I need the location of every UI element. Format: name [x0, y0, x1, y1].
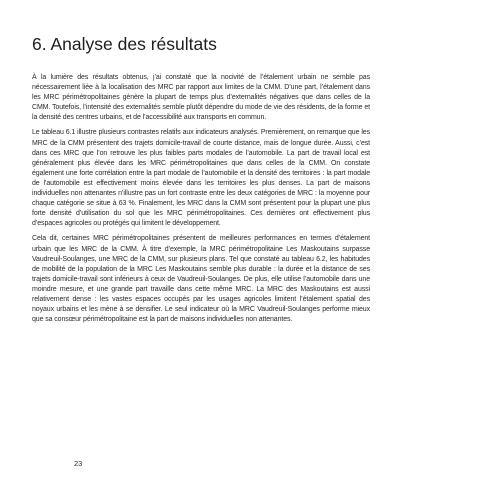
paragraph-3: Cela dit, certaines MRC périmétropolitaines présentent de meilleures performances en termes d’étalement urbain que les MRC de la CMM. À titre d’exemple, la MRC périmétropolitaine Les Maskoutains surpasse Vaudreuil-Soulanges, une MRC de la CMM, sur plusieurs plans. Tel que constaté au tableau 6.2, les habitudes de mobilité de la population de la MRC Les Maskoutains semble plus durable : la durée et la distance de ses trajets domicile-travail sont inférieurs à ceux de Vaudreuil-Soulanges. De plus, elle utilise l’automobile dans une moindre mesure, et une grande part travaille dans cette même MRC. La MRC des Maskoutains est aussi relativement dense : les vastes espaces occupés par les usages agricoles limitent l’étalement spatial des noyaux urbains et les mène à se densifier. Le seul indicateur où la MRC Vaudreuil-Soulanges performe mieux que sa consœur périmétropolitaine est la part de maisons individuelles non attenantes. — [32, 235, 370, 324]
paragraph-1: À la lumière des résultats obtenus, j’ai constaté que la nocivité de l’étalement urbain ne semble pas nécessairement liée à la localisation des MRC par rapport aux limites de la CMM. D’une part, l’étalement dans les MRC périmétropolitaines génère la plupart de temps plus d’externalités négatives que dans celles de la CMM. Toutefois, l’intensité des externalités semble plutôt dépendre du mode de vie des résidents, de la forme et la densité des centres urbains, et de l’accessibilité aux transports en commun. — [32, 74, 370, 122]
section-title: 6. Analyse des résultats — [32, 34, 217, 54]
page-number: 23 — [74, 459, 83, 468]
section-body — [32, 73, 370, 330]
paragraph-2: Le tableau 6.1 illustre plusieurs contrastes relatifs aux indicateurs analysés. Premièrement, on remarque que les MRC de la CMM présentent des trajets domicile-travail de courte distance, mais de longue durée. Aussi, c’est dans ces MRC que l’on retrouve les plus faibles parts modales de l’automobile. La part de travail local est généralement plus élevée dans les MRC périmétropolitaines que dans celles de la CMM. On constate également une forte corrélation entre la part modale de l’automobile et la densité des territoires : la part modale de l’automobile est effectivement moins élevée dans les territoires les plus denses. La part de maisons individuelles non attenantes n’illustre pas un fort contraste entre les deux catégories de MRC : la moyenne pour chaque catégorie se situe à 63 %. Finalement, les MRC dans la CMM sont présentent pour la plupart une plus forte densité d’utilisation du sol que les MRC périmétropolitaines. Ces dernières ont effectivement plus d’espaces agricoles ou protégés qui limitent le développement. — [32, 129, 370, 228]
